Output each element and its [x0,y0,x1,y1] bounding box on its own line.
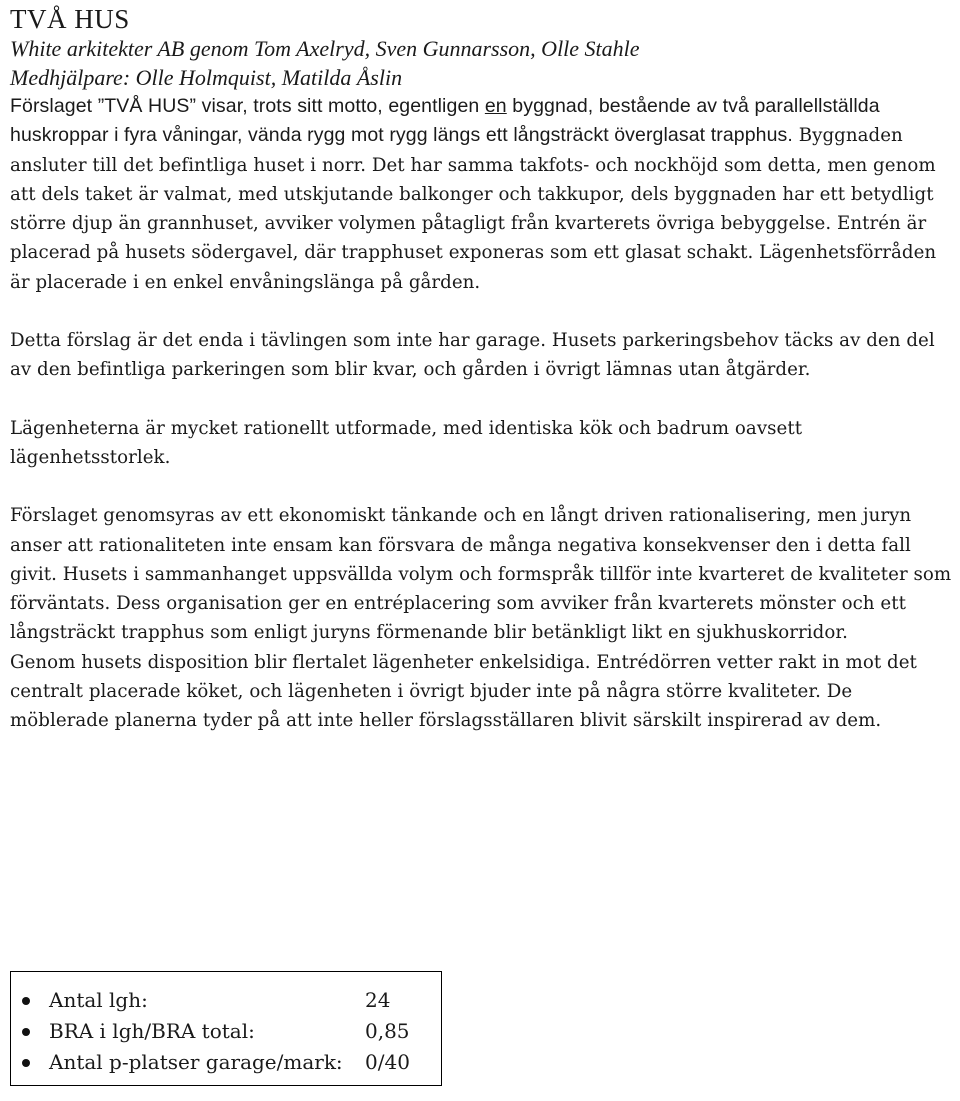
stat-label: BRA i lgh/BRA total: [49,1019,255,1043]
intro-underlined-word: en [484,95,507,117]
assistant-credit: Medhjälpare: Olle Holmquist, Matilda Åslin [10,65,403,90]
intro-lead-text: Förslaget ”TVÅ HUS” visar, trots sitt motto, egentligen [10,95,485,117]
document-page [10,4,955,1074]
architect-credit: White arkitekter AB genom Tom Axelryd, Sven Gunnarsson, Olle Stahle [10,36,640,61]
stat-label: Antal p-platser garage/mark: [49,1050,343,1074]
bullet-icon [22,1028,30,1036]
key-figures-box [10,971,442,1086]
bullet-icon [22,1059,30,1067]
stat-row-bra-ratio [11,1016,441,1046]
document-title: TVÅ HUS [10,4,130,34]
bullet-icon [22,997,30,1005]
critique-paragraph: Förslaget genomsyras av ett ekonomiskt tänkande och en långt driven rationalisering, men juryn anser att rationaliteten inte ensam kan försvara de många negativa konsekvenser den i detta fall givit. Husets i sammanhanget uppsvällda volym och formspråk tillför inte kvarteret de kvaliteter som förväntats. Dess organisation ger en entréplacering som avviker från kvarterets mönster och ett långsträckt trapphus som enligt juryns förmenande blir betänkligt likt en sjukhuskorridor. [10,505,952,644]
stat-value: 24 [365,988,391,1012]
stat-row-parking [11,1047,441,1077]
stat-value: 0/40 [365,1050,410,1074]
stat-label: Antal lgh: [49,988,148,1012]
intro-lead-text-cont: byggnad, bestående av två parallellställda huskroppar i fyra våningar, vända rygg mot rygg längs ett långsträckt överglasat trapphus. [10,95,880,147]
intro-paragraph [10,92,955,297]
stat-value: 0,85 [365,1019,410,1043]
garage-paragraph: Detta förslag är det enda i tävlingen som inte har garage. Husets parkeringsbehov täcks av den del av den befintliga parkeringen som blir kvar, och gården i övrigt lämnas utan åtgärder. [10,330,935,381]
intro-rest-text: Byggnaden ansluter till det befintliga huset i norr. Det har samma takfots- och nockhöjd som detta, men genom att dels taket är valmat, med utskjutande balkonger och takkupor, dels byggnaden har ett betydligt större djup än grannhuset, avviker volymen påtagligt från kvarterets övriga bebyggelse. Entrén är placerad på husets södergavel, där trapphuset exponeras som ett glasat schakt. Lägenhetsförråden är placerade i en enkel envåningslänga på gården. [10,125,937,293]
stat-row-apartments [11,985,441,1015]
apartments-paragraph: Lägenheterna är mycket rationellt utformade, med identiska kök och badrum oavsett lägenhetsstorlek. [10,417,803,468]
disposition-paragraph: Genom husets disposition blir flertalet lägenheter enkelsidiga. Entrédörren vetter rakt in mot det centralt placerade köket, och lägenheten i övrigt bjuder inte på några större kvaliteter. De möblerade planerna tyder på att inte heller förslagsställaren blivit särskilt inspirerad av dem. [10,651,917,732]
